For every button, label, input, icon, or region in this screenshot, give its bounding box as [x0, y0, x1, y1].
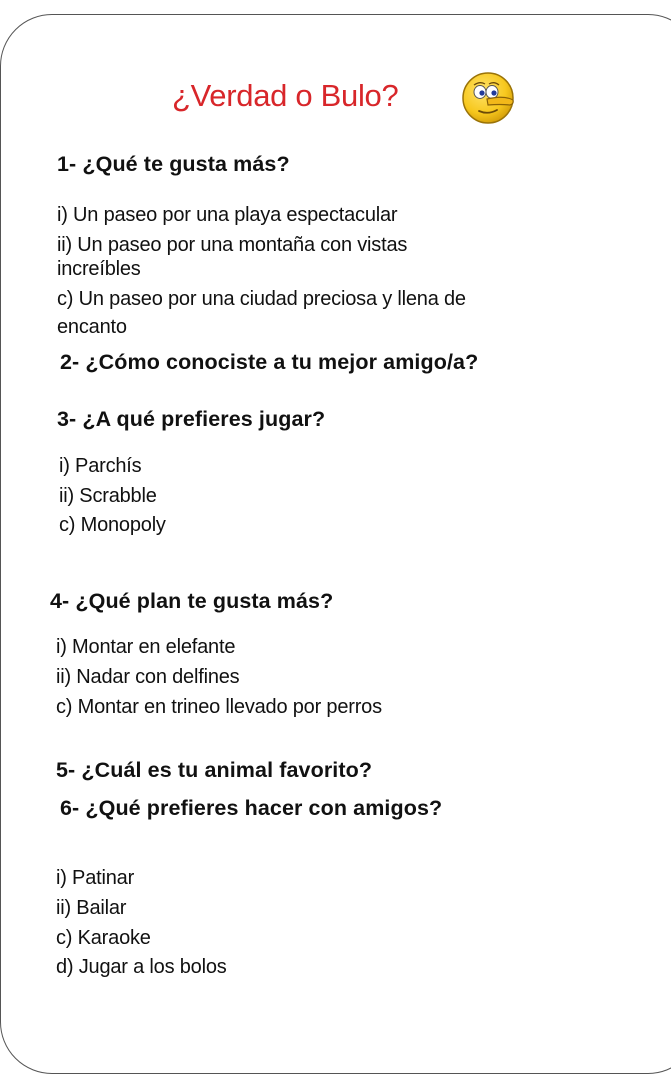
question-4-option-i: i) Montar en elefante [56, 636, 236, 658]
question-4-option-ii: ii) Nadar con delfines [56, 666, 240, 688]
question-3-option-ii: ii) Scrabble [59, 485, 157, 507]
question-1-option-c-continued: encanto [57, 316, 127, 338]
question-6-option-i: i) Patinar [56, 867, 135, 889]
question-3-option-i: i) Parchís [59, 455, 142, 477]
question-6-option-c: c) Karaoke [56, 927, 151, 949]
question-6-option-d: d) Jugar a los bolos [56, 956, 227, 978]
question-2: 2- ¿Cómo conociste a tu mejor amigo/a? [60, 350, 479, 374]
question-1-option-c: c) Un paseo por una ciudad preciosa y llena de [57, 288, 466, 310]
question-6: 6- ¿Qué prefieres hacer con amigos? [60, 796, 443, 820]
question-1-option-i: i) Un paseo por una playa espectacular [57, 204, 398, 226]
question-1-option-ii-continued: increíbles [57, 258, 141, 280]
question-1-option-ii: ii) Un paseo por una montaña con vistas [57, 234, 408, 256]
question-4: 4- ¿Qué plan te gusta más? [50, 589, 334, 613]
pinocchio-lying-face-icon [460, 70, 516, 126]
question-4-option-c: c) Montar en trineo llevado por perros [56, 696, 382, 718]
question-6-option-ii: ii) Bailar [56, 897, 127, 919]
question-3: 3- ¿A qué prefieres jugar? [57, 407, 326, 431]
question-3-option-c: c) Monopoly [59, 514, 166, 536]
page-title: ¿Verdad o Bulo? [172, 78, 399, 113]
question-1: 1- ¿Qué te gusta más? [57, 152, 290, 176]
question-5: 5- ¿Cuál es tu animal favorito? [56, 758, 373, 782]
